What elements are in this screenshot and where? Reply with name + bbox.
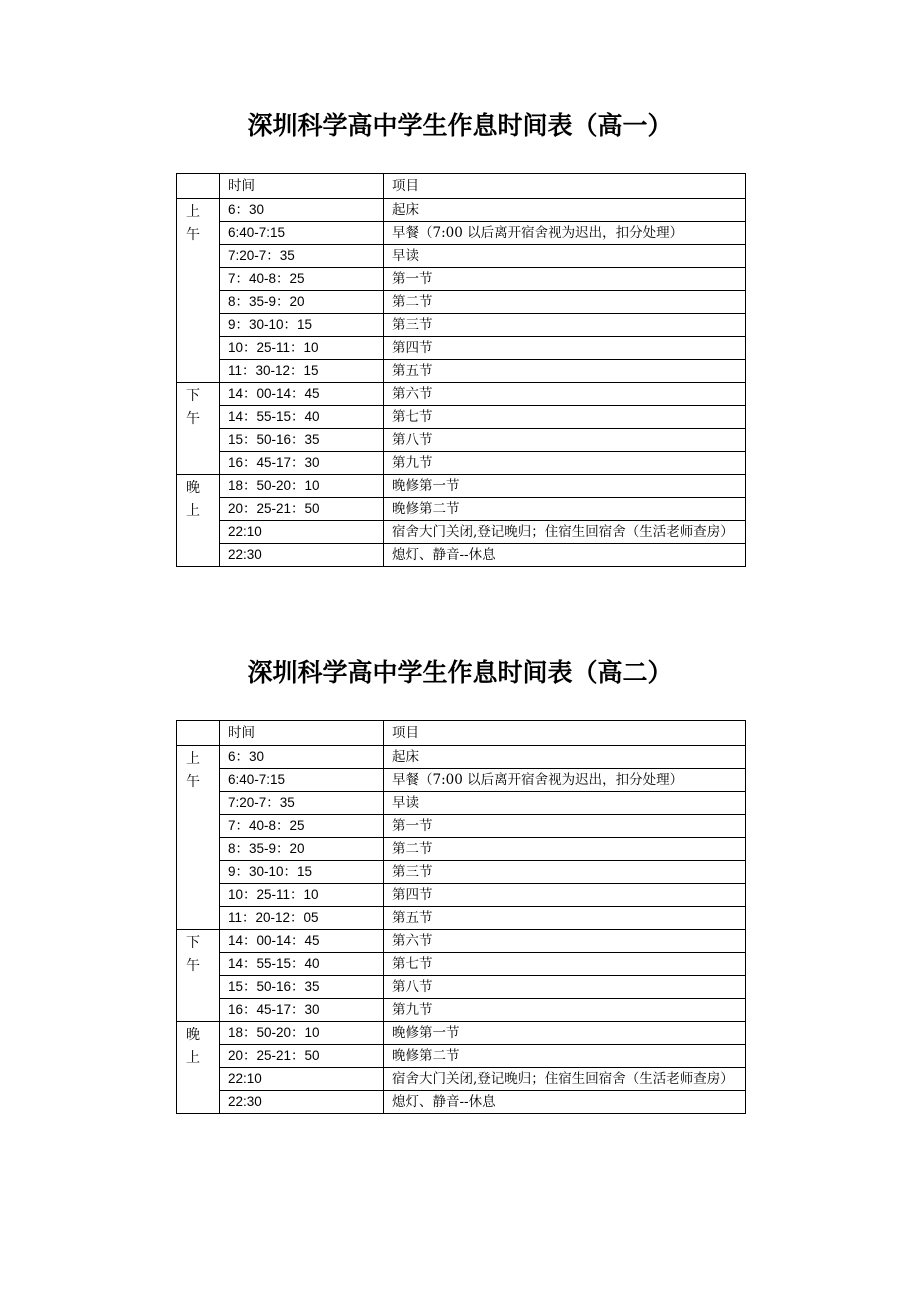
item-cell: 早读 xyxy=(384,792,746,815)
time-cell: 8：35-9：20 xyxy=(220,838,384,861)
header-time: 时间 xyxy=(220,174,384,199)
time-cell: 14：55-15：40 xyxy=(220,953,384,976)
item-cell: 第七节 xyxy=(384,406,746,429)
table-row xyxy=(177,222,746,245)
table-row xyxy=(177,245,746,268)
time-cell: 9：30-10：15 xyxy=(220,314,384,337)
item-cell: 晚修第二节 xyxy=(384,1045,746,1068)
time-cell: 22:10 xyxy=(220,521,384,544)
item-cell: 起床 xyxy=(384,746,746,769)
item-cell: 第三节 xyxy=(384,314,746,337)
time-cell: 20：25-21：50 xyxy=(220,1045,384,1068)
item-cell: 第六节 xyxy=(384,930,746,953)
item-cell: 第四节 xyxy=(384,337,746,360)
time-cell: 7:20-7：35 xyxy=(220,792,384,815)
item-cell: 第九节 xyxy=(384,452,746,475)
header-period-cell xyxy=(177,174,220,199)
time-cell: 22:10 xyxy=(220,1068,384,1091)
table-row xyxy=(177,907,746,930)
table-row xyxy=(177,1022,746,1045)
time-cell: 6:40-7:15 xyxy=(220,769,384,792)
time-cell: 14：00-14：45 xyxy=(220,383,384,406)
item-cell: 宿舍大门关闭,登记晚归；住宿生回宿舍（生活老师查房） xyxy=(384,521,746,544)
item-cell: 早餐（7:00 以后离开宿舍视为迟出，扣分处理） xyxy=(384,769,746,792)
item-cell: 晚修第一节 xyxy=(384,475,746,498)
table-row xyxy=(177,406,746,429)
time-cell: 14：00-14：45 xyxy=(220,930,384,953)
period-label-evening: 晚 上 xyxy=(177,475,220,567)
item-cell: 熄灯、静音--休息 xyxy=(384,1091,746,1114)
header-item: 项目 xyxy=(384,174,746,199)
time-cell: 22:30 xyxy=(220,544,384,567)
time-cell: 15：50-16：35 xyxy=(220,429,384,452)
time-cell: 20：25-21：50 xyxy=(220,498,384,521)
time-cell: 15：50-16：35 xyxy=(220,976,384,999)
time-cell: 11：30-12：15 xyxy=(220,360,384,383)
table-row xyxy=(177,792,746,815)
time-cell: 22:30 xyxy=(220,1091,384,1114)
time-cell: 10：25-11：10 xyxy=(220,337,384,360)
period-label-afternoon: 下 午 xyxy=(177,383,220,475)
time-cell: 14：55-15：40 xyxy=(220,406,384,429)
table-row xyxy=(177,429,746,452)
header-time: 时间 xyxy=(220,721,384,746)
table-row xyxy=(177,1091,746,1114)
item-cell: 第五节 xyxy=(384,907,746,930)
table-row xyxy=(177,498,746,521)
time-cell: 11：20-12：05 xyxy=(220,907,384,930)
item-cell: 宿舍大门关闭,登记晚归；住宿生回宿舍（生活老师查房） xyxy=(384,1068,746,1091)
table-row xyxy=(177,521,746,544)
item-cell: 第一节 xyxy=(384,268,746,291)
period-label-morning: 上 午 xyxy=(177,199,220,383)
item-cell: 第三节 xyxy=(384,861,746,884)
time-cell: 6:40-7:15 xyxy=(220,222,384,245)
time-cell: 18：50-20：10 xyxy=(220,1022,384,1045)
schedule-table xyxy=(176,720,746,1114)
time-cell: 7:20-7：35 xyxy=(220,245,384,268)
table-row xyxy=(177,1045,746,1068)
item-cell: 第六节 xyxy=(384,383,746,406)
item-cell: 早读 xyxy=(384,245,746,268)
page-title: 深圳科学高中学生作息时间表（高一） xyxy=(247,111,673,140)
period-label-afternoon: 下 午 xyxy=(177,930,220,1022)
time-cell: 16：45-17：30 xyxy=(220,999,384,1022)
table-row xyxy=(177,884,746,907)
table-row xyxy=(177,746,746,769)
table-row xyxy=(177,337,746,360)
table-row xyxy=(177,815,746,838)
table-row xyxy=(177,953,746,976)
time-cell: 7：40-8：25 xyxy=(220,815,384,838)
table-row xyxy=(177,314,746,337)
time-cell: 18：50-20：10 xyxy=(220,475,384,498)
table-row xyxy=(177,930,746,953)
table-row xyxy=(177,360,746,383)
table-row xyxy=(177,383,746,406)
table-row xyxy=(177,976,746,999)
table-row xyxy=(177,1068,746,1091)
period-label-evening: 晚 上 xyxy=(177,1022,220,1114)
time-cell: 9：30-10：15 xyxy=(220,861,384,884)
table-row xyxy=(177,861,746,884)
header-period-cell xyxy=(177,721,220,746)
item-cell: 起床 xyxy=(384,199,746,222)
item-cell: 第八节 xyxy=(384,429,746,452)
table-row xyxy=(177,268,746,291)
item-cell: 第五节 xyxy=(384,360,746,383)
table-row xyxy=(177,838,746,861)
table-row xyxy=(177,544,746,567)
table-row xyxy=(177,452,746,475)
item-cell: 第七节 xyxy=(384,953,746,976)
table-row xyxy=(177,199,746,222)
item-cell: 第二节 xyxy=(384,291,746,314)
table-row xyxy=(177,475,746,498)
time-cell: 6：30 xyxy=(220,199,384,222)
time-cell: 16：45-17：30 xyxy=(220,452,384,475)
page-title: 深圳科学高中学生作息时间表（高二） xyxy=(247,658,673,687)
table-header-row xyxy=(177,721,746,746)
time-cell: 6：30 xyxy=(220,746,384,769)
table-header-row xyxy=(177,174,746,199)
time-cell: 7：40-8：25 xyxy=(220,268,384,291)
table-row xyxy=(177,291,746,314)
item-cell: 第二节 xyxy=(384,838,746,861)
item-cell: 第四节 xyxy=(384,884,746,907)
period-label-morning: 上 午 xyxy=(177,746,220,930)
schedule-table xyxy=(176,173,746,567)
header-item: 项目 xyxy=(384,721,746,746)
time-cell: 8：35-9：20 xyxy=(220,291,384,314)
item-cell: 晚修第一节 xyxy=(384,1022,746,1045)
item-cell: 晚修第二节 xyxy=(384,498,746,521)
item-cell: 第九节 xyxy=(384,999,746,1022)
table-row xyxy=(177,999,746,1022)
table-row xyxy=(177,769,746,792)
time-cell: 10：25-11：10 xyxy=(220,884,384,907)
item-cell: 第八节 xyxy=(384,976,746,999)
item-cell: 第一节 xyxy=(384,815,746,838)
item-cell: 早餐（7:00 以后离开宿舍视为迟出，扣分处理） xyxy=(384,222,746,245)
item-cell: 熄灯、静音--休息 xyxy=(384,544,746,567)
